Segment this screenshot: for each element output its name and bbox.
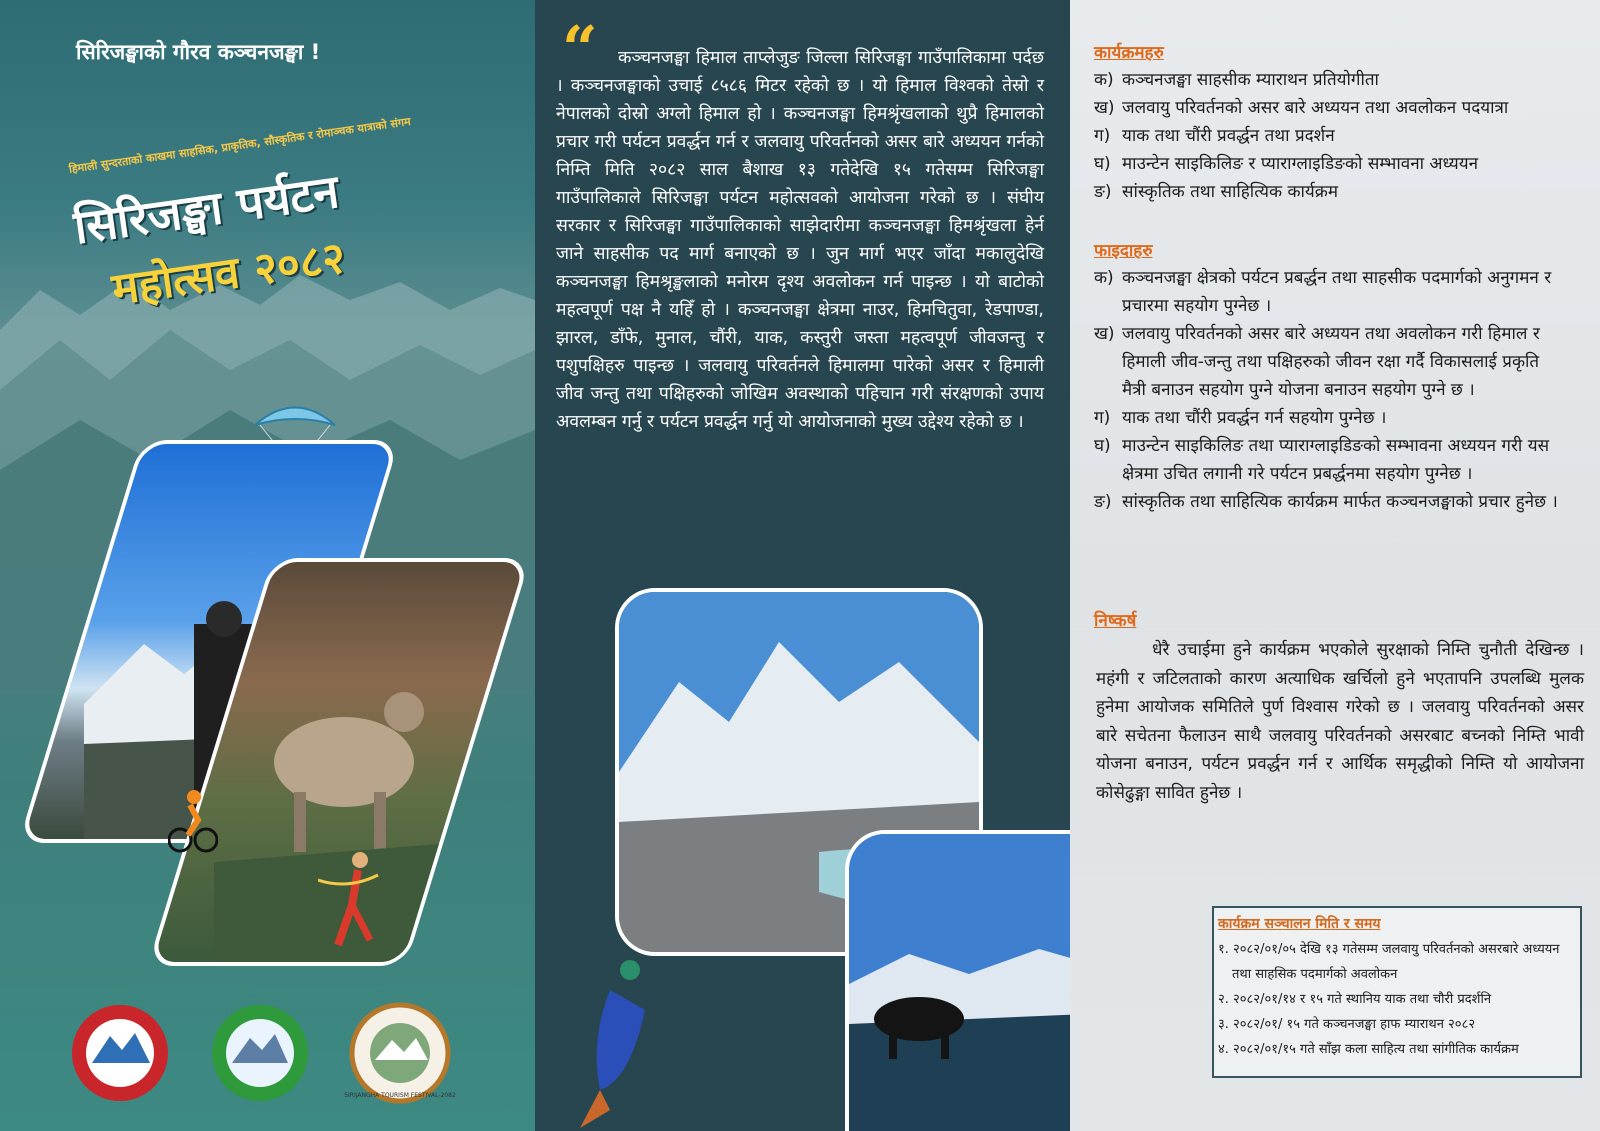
list-item: ख) जलवायु परिवर्तनको असर बारे अध्ययन तथा अवलोकन पदयात्रा (1094, 98, 1509, 118)
list-item: घ) माउन्टेन साइकिलिङ र प्याराग्लाइडिङको सम्भावना अध्ययन (1094, 154, 1479, 174)
nepal-emblem-logo (72, 1005, 168, 1101)
list-item: १. २०८२/०१/०५ देखि १३ गतेसम्म जलवायु परिवर्तनको असरबारे अध्ययन तथा साहसिक पदमार्गको अवलोकन (1218, 942, 1560, 982)
list-item: २. २०८२/०१/१४ र १५ गते स्थानिय याक तथा चौरी प्रदर्शनि (1218, 992, 1492, 1007)
schedule-box (1212, 906, 1582, 1078)
cyclist-icon (168, 785, 218, 855)
list-item: क) कञ्चनजङ्घा साहसीक म्याराथन प्रतियोगीता (1094, 70, 1379, 90)
sirijangha-municipality-logo (212, 1005, 308, 1101)
tagline: सिरिजङ्घाको गौरव कञ्चनजङ्घा ! (76, 40, 321, 64)
list-item: ग) याक तथा चौंरी प्रवर्द्धन गर्न सहयोग पुग्नेछ । (1094, 408, 1387, 428)
festival-year: महोत्सव २०८२ (108, 232, 349, 316)
list-item: घ) माउन्टेन साइकिलिङ तथा प्याराग्लाइडिङको सम्भावना अध्ययन गरी यस क्षेत्रमा उचित लगानी गरे पर्यटन प्रबर्द्धनमा सहयोग पुग्नेछ । (1094, 436, 1550, 484)
cover-panel (0, 0, 535, 1131)
benefits-list (1094, 264, 1564, 516)
schedule-heading: कार्यक्रम सञ्चालन मिति र समय (1218, 916, 1381, 932)
festival-title: सिरिजङ्घा पर्यटन (70, 163, 343, 255)
programs-list (1094, 66, 1564, 206)
list-item: ४. २०८२/०१/१५ गते साँझ कला साहित्य तथा सांगीतिक कार्यक्रम (1218, 1042, 1519, 1057)
danphe-bird-illustration (570, 950, 665, 1131)
conclusion-paragraph: धेरै उचाईमा हुने कार्यक्रम भएकोले सुरक्षाको निम्ति चुनौती देखिन्छ । महंगी र जटिलताको कारण अत्याधिक खर्चिलो हुने भएतापनि उपलब्धि मुलक हुनेमा आयोजक समितिले पुर्ण विश्वास गरेको छ । जलवायु परिवर्तनको असर बारे सचेतना फैलाउन साथै जलवायु परिवर्तनको असरबाट बच्नको निम्ति भावी योजना बनाउन, पर्यटन प्रवर्द्धन गर्न र आर्थिक समृद्धीको निम्ति यो आयोजना कोसेढुङ्गा सावित हुनेछ । (1096, 640, 1584, 803)
schedule-list (1214, 937, 1580, 1062)
logos-row (60, 998, 480, 1108)
list-item: ग) याक तथा चौंरी प्रवर्द्धन तथा प्रदर्शन (1094, 126, 1335, 146)
festival-logo-caption: SIRIJANGHA TOURISM FESTIVAL-2082 (344, 1092, 456, 1099)
programs-heading: कार्यक्रमहरु (1094, 43, 1164, 63)
list-item: क) कञ्चनजङ्घा क्षेत्रको पर्यटन प्रबर्द्धन तथा साहसीक पदमार्गको अनुगमन र प्रचारमा सहयोग पुग्नेछ । (1094, 268, 1552, 316)
list-item: ख) जलवायु परिवर्तनको असर बारे अध्ययन तथा अवलोकन गरी हिमाल र हिमाली जीव-जन्तु तथा पक्षिहरुको जीवन रक्षा गर्दै विकासलाई प्रकृति मैत्री बनाउन सहयोग पुग्ने योजना बनाउन सहयोग पुग्ने छ । (1094, 324, 1540, 400)
runner-icon (318, 850, 388, 955)
list-item: ङ) सांस्कृतिक तथा साहित्यिक कार्यक्रम (1094, 182, 1338, 202)
list-item: ३. २०८२/०१/ १५ गते कञ्चनजङ्घा हाफ म्याराथन २०८२ (1218, 1017, 1476, 1032)
quote-mark: “ (562, 12, 598, 85)
list-item: ङ) सांस्कृतिक तथा साहित्यिक कार्यक्रम मार्फत कञ्चनजङ्घाको प्रचार हुनेछ । (1094, 492, 1558, 512)
intro-paragraph: कञ्चनजङ्घा हिमाल ताप्लेजुङ जिल्ला सिरिजङ्घा गाउँपालिकामा पर्दछ । कञ्चनजङ्घाको उचाई ८५८६ मिटर रहेको छ । यो हिमाल विश्वको तेस्रो र नेपालको दोस्रो अग्लो हिमाल हो । कञ्चनजङ्घा हिमश्रृंखलाको थुप्रै हिमालको प्रचार गरी पर्यटन प्रवर्द्धन गर्न र जलवायु परिवर्तनको असर बारे अध्ययन गर्नको निम्ति मिति २०८२ साल बैशाख १३ गतेदेखि १५ गतेसम्म सिरिजङ्घा गाउँपालिकाले सिरिजङ्घा पर्यटन महोत्सवको आयोजना गरेको छ । संघीय सरकार र सिरिजङ्घा गाउँपालिकाको साझेदारीमा कञ्चनजङ्घा हिमश्रृंखला हेर्न जाने साहसीक पद मार्ग बनाएको छ । जुन मार्ग भएर जाँदा मकालुदेखि कञ्चनजङ्घा हिमश्रृङ्खलाको मनोरम दृश्य अवलोकन गर्न पाइन्छ । यो बाटोको महत्वपूर्ण पक्ष नै यहिँ हो । कञ्चनजङ्घा क्षेत्रमा नाउर, हिमचितुवा, रेडपाण्डा, झारल, डाँफे, मुनाल, चौंरी, याक, कस्तुरी जस्ता महत्वपूर्ण जीवजन्तु र पशुपक्षिहरु पाइन्छ । जलवायु परिवर्तनले हिमालमा पारेको असर र हिमाली जीव जन्तु तथा पक्षिहरुको जोखिम अवस्थाको पहिचान गरी संरक्षणको उपाय अवलम्बन गर्नु र पर्यटन प्रवर्द्धन गर्नु यो आयोजनाको मुख्य उद्देश्य रहेको छ । (556, 48, 1044, 432)
benefits-heading: फाइदाहरु (1094, 241, 1153, 261)
subheading: हिमाली सुन्दरताको काखमा साहसिक, प्राकृतिक, सौस्कृतिक र रोमाञ्चक यात्राको संगम (68, 114, 412, 176)
tourism-festival-logo (352, 1005, 448, 1101)
conclusion-heading: निष्कर्ष (1094, 611, 1137, 631)
